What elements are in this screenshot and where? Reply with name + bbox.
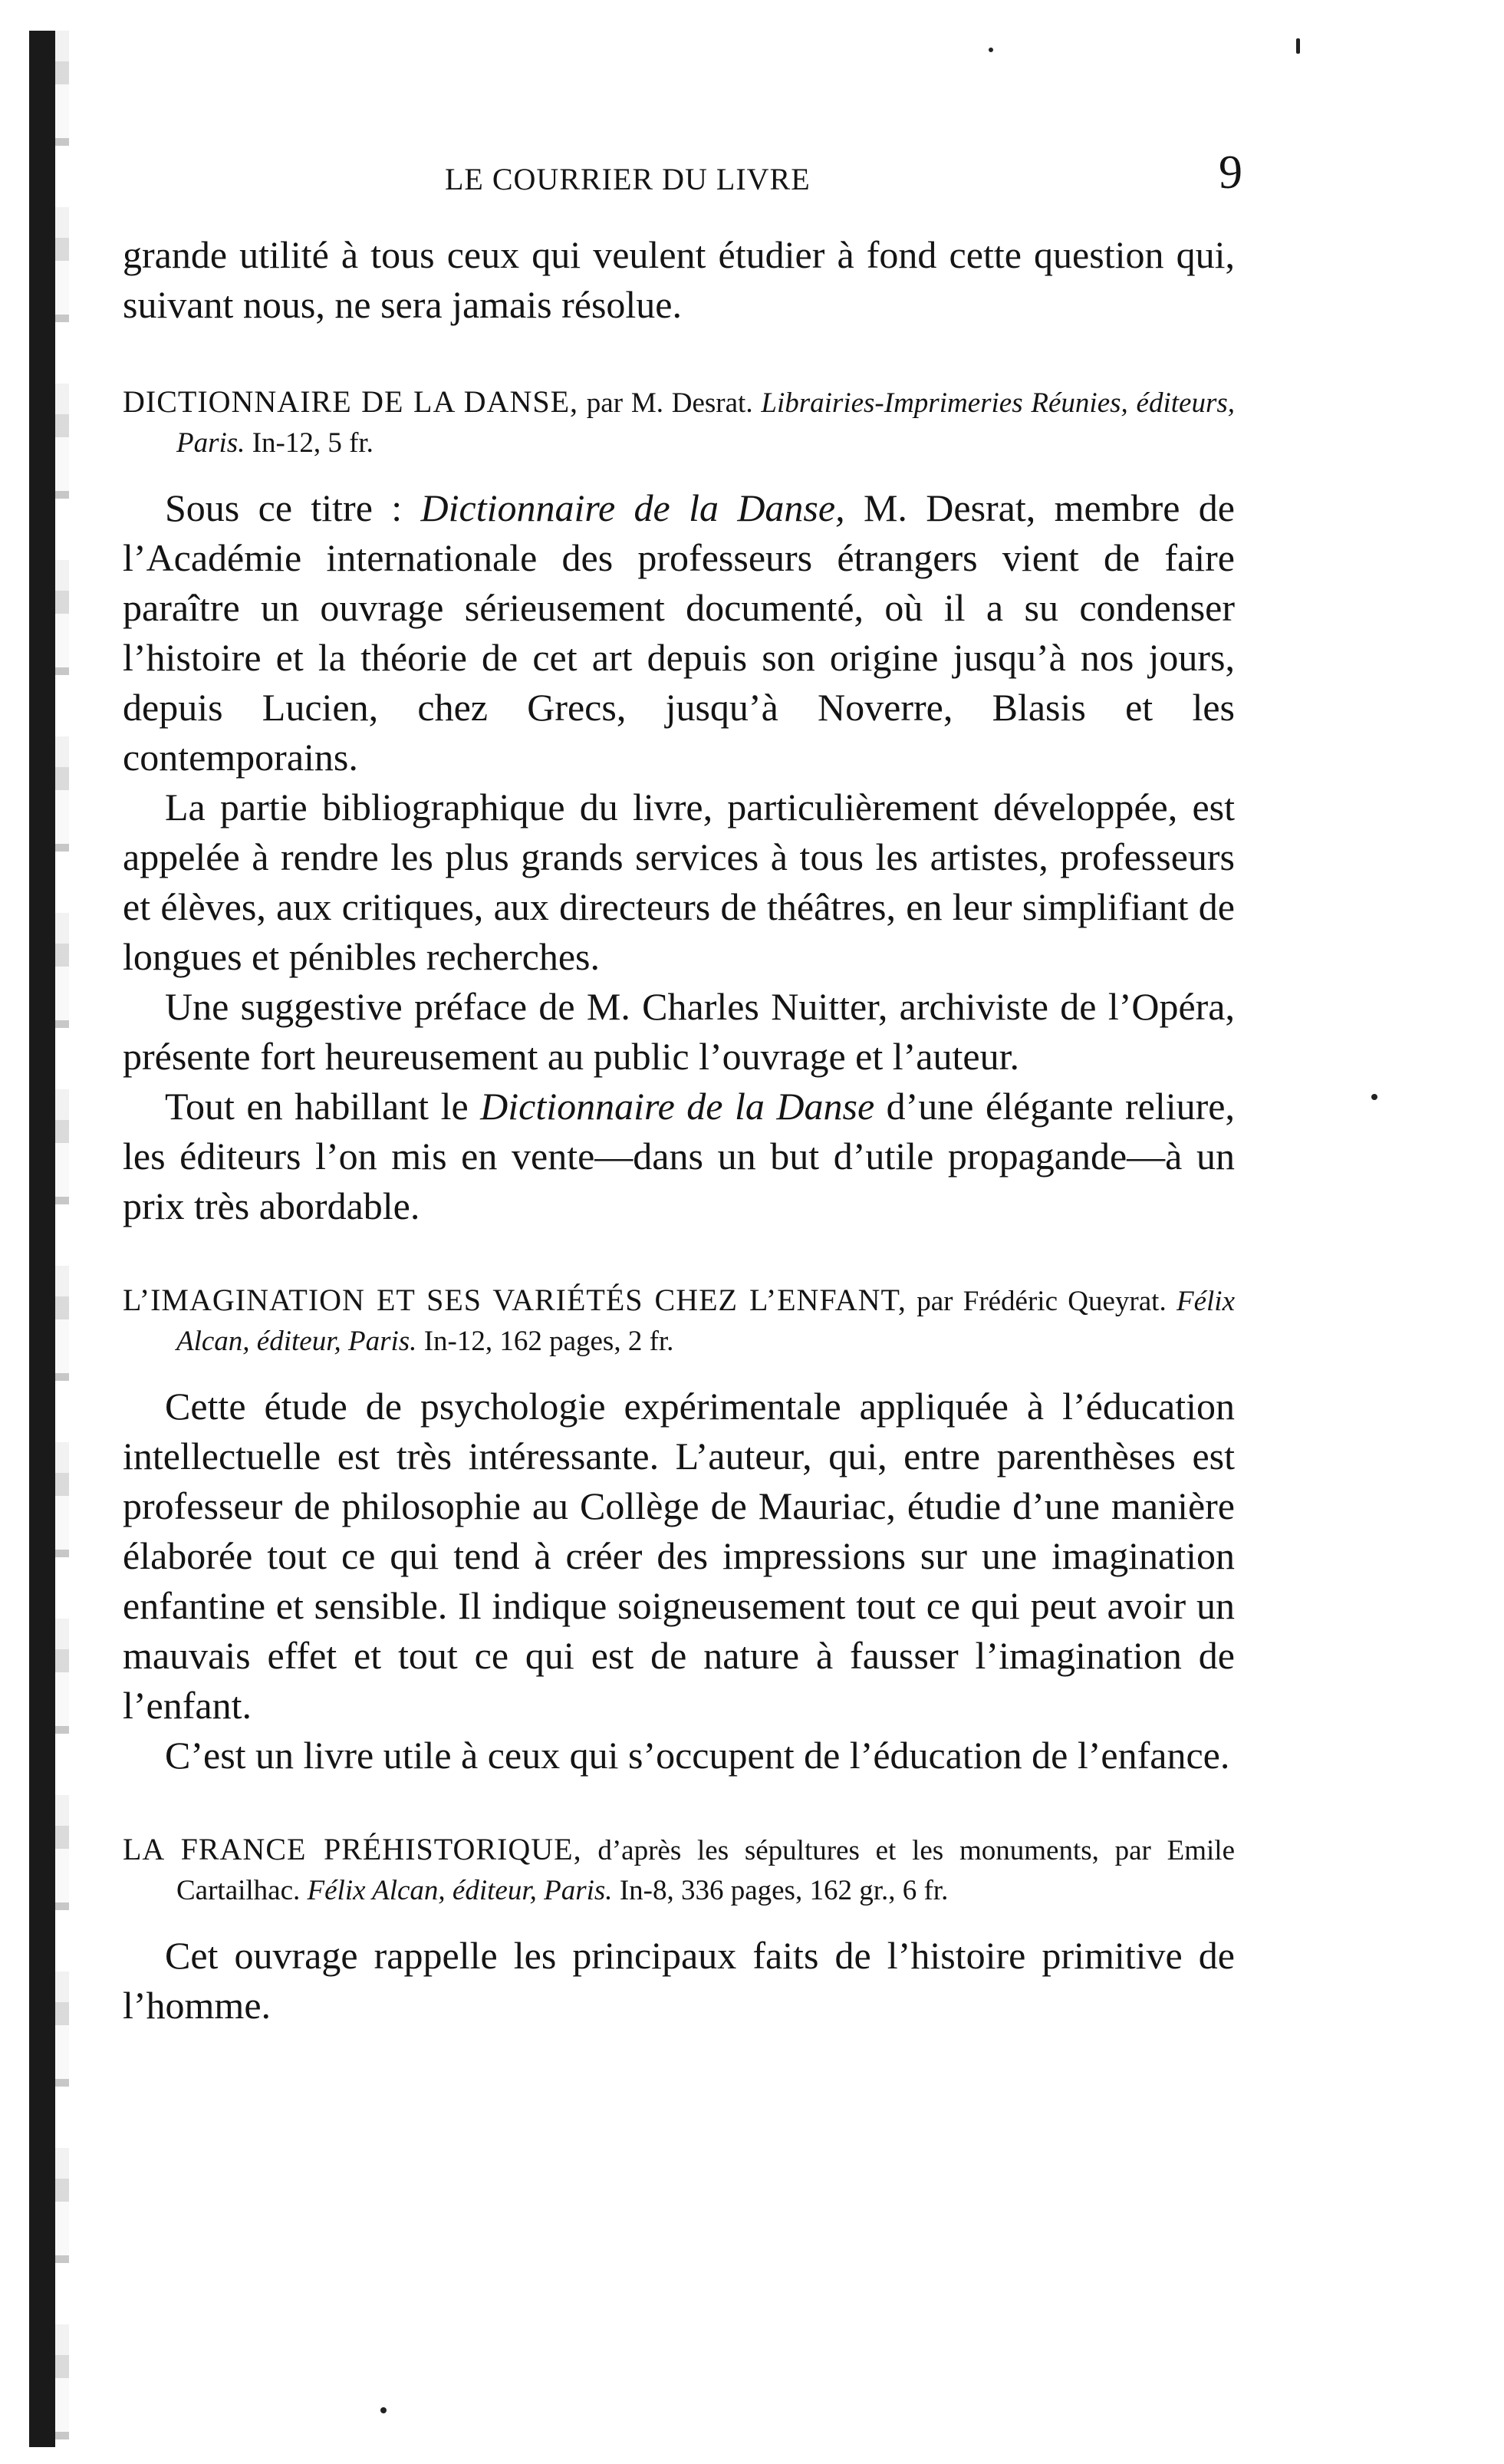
- review-paragraph: Cette étude de psychologie expérimentale appliquée à l’éducation intellectuelle est très intéressante. L’auteur, qui, entre parenthèses est professeur de philosophie au Collège de Mauriac, étudie d’une manière élaborée tout ce qui tend à créer des impressions sur une imagination enfantine et sensible. Il indique soigneusement tout ce qui peut avoir un mauvais effet et tout ce qui est de nature à fausser l’imagination de l’enfant.: [123, 1385, 1235, 1727]
- book-spine-shadow: [29, 31, 55, 2447]
- book-title-italic: Dictionnaire de la Danse: [480, 1085, 875, 1128]
- entry-format: In-12, 5 fr.: [245, 427, 374, 459]
- scan-speck: [380, 2407, 387, 2413]
- continuation-paragraph: grande utilité à tous ceux qui veulent étudier à fond cette question qui, suivant nous, ne sera jamais résolue.: [123, 233, 1235, 326]
- review-paragraph: Une suggestive préface de M. Charles Nuitter, archiviste de l’Opéra, présente fort heureusement au public l’ouvrage et l’auteur.: [123, 985, 1235, 1078]
- entry-publisher: Félix Alcan, éditeur, Paris.: [307, 1875, 613, 1906]
- scan-speck: [1371, 1094, 1377, 1100]
- page: [123, 146, 1242, 2031]
- paragraph-text: d’une élégante reliure, les éditeurs l’on mis en vente—dans un but d’utile propagande—à un prix très abordable.: [123, 1085, 1236, 1227]
- entry-heading: [123, 1830, 1235, 1911]
- review-paragraph: C’est un livre utile à ceux qui s’occupent de l’éducation de l’enfance.: [165, 1734, 1230, 1777]
- book-title-italic: Dictionnaire de la Danse,: [420, 486, 845, 529]
- entry-byline: par Frédéric Queyrat.: [906, 1286, 1167, 1317]
- entry-format: In-12, 162 pages, 2 fr.: [416, 1326, 674, 1357]
- entry-format: In-8, 336 pages, 162 gr., 6 fr.: [612, 1875, 949, 1906]
- entry-byline: par M. Desrat.: [578, 387, 753, 419]
- paragraph-text: Sous ce titre :: [165, 486, 421, 529]
- review-paragraph: [123, 483, 1235, 782]
- running-head: [123, 146, 1242, 207]
- entry-byline: d’après les sépultures et les monuments, par Emile Cartailhac.: [176, 1835, 1235, 1906]
- entry-publisher: Félix Alcan, éditeur, Paris.: [176, 1286, 1235, 1357]
- entry-title: LA FRANCE PRÉHISTORIQUE,: [123, 1832, 582, 1866]
- page-number: 9: [1219, 147, 1242, 199]
- review-paragraph: [123, 1082, 1235, 1231]
- page-edge: [55, 31, 69, 2447]
- review-paragraph: La partie bibliographique du livre, particulièrement développée, est appelée à rendre les plus grands services à tous les artistes, professeurs et élèves, aux critiques, aux directeurs de théâtres, en leur simplifiant de longues et pénibles recherches.: [123, 786, 1235, 978]
- running-title: LE COURRIER DU LIVRE: [445, 162, 811, 196]
- entry-heading: [123, 382, 1235, 463]
- scan-speck: [989, 48, 993, 52]
- paragraph-text: M. Desrat, membre de l’Académie internationale des professeurs étrangers vient de faire paraître un ouvrage sérieusement documenté, où il a su condenser l’histoire et la théorie de cet art depuis son origine jusqu’à nos jours, depuis Lucien, chez Grecs, jusqu’à Noverre, Blasis et les contemporains.: [123, 486, 1235, 779]
- review-paragraph: Cet ouvrage rappelle les principaux faits de l’histoire primitive de l’homme.: [123, 1934, 1235, 2027]
- entry-title: DICTIONNAIRE DE LA DANSE,: [123, 384, 579, 419]
- paragraph-text: Tout en habillant le: [165, 1085, 481, 1128]
- entry-title: L’IMAGINATION ET SES VARIÉTÉS CHEZ L’ENFANT,: [123, 1283, 907, 1317]
- entry-heading: [123, 1280, 1235, 1362]
- scan-speck: [1296, 38, 1300, 54]
- entry-publisher: Librairies-Imprimeries Réunies, éditeurs, Paris.: [176, 387, 1236, 459]
